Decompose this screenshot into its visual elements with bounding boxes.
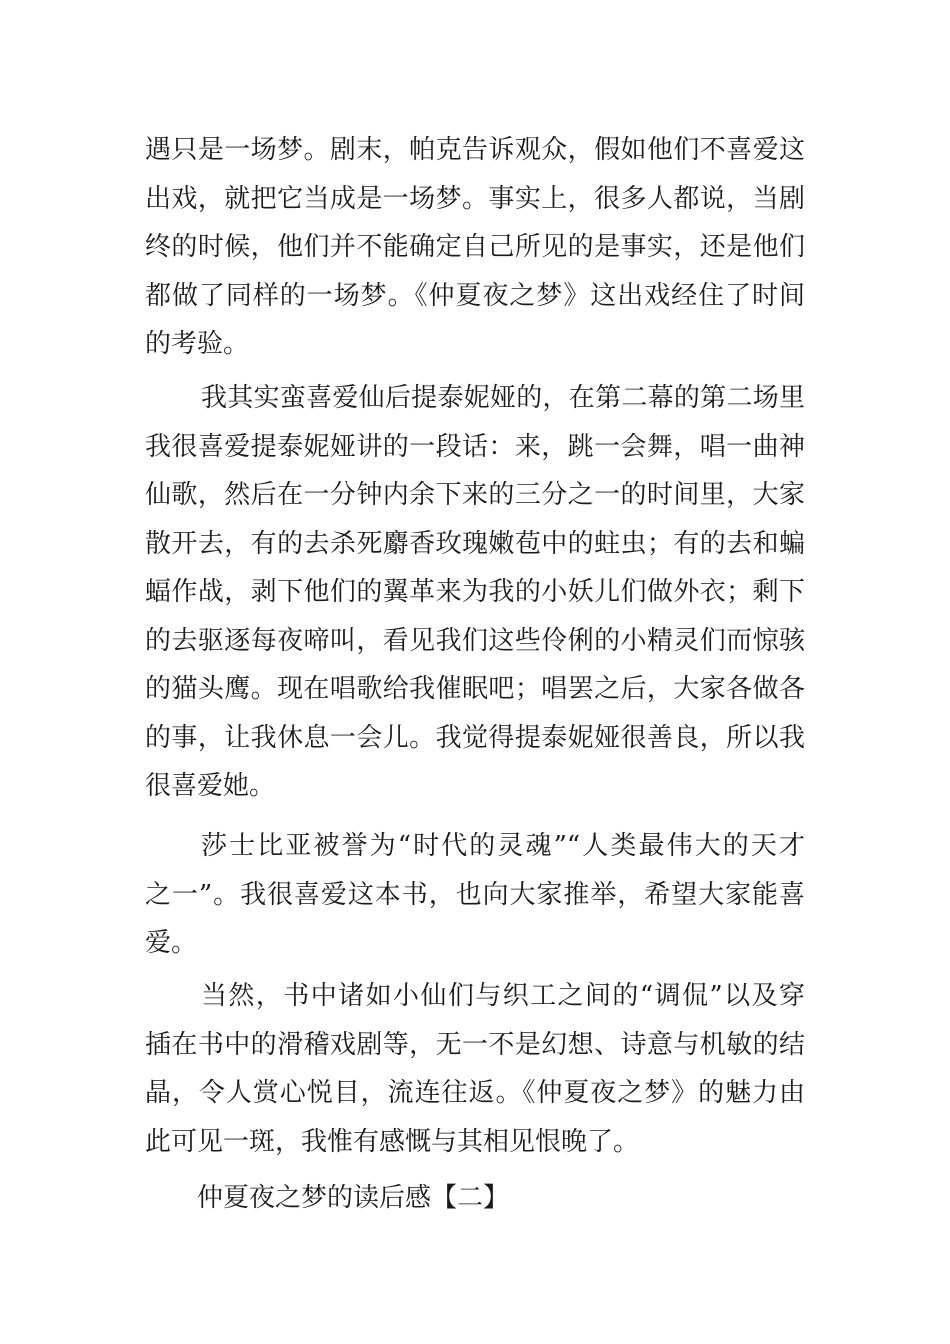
- paragraph-2: [145, 374, 805, 811]
- section-heading: 仲夏夜之梦的读后感【二】: [197, 1183, 510, 1213]
- paragraph-line: 仙歌，然后在一分钟内余下来的三分之一的时间里，大家: [145, 480, 805, 510]
- paragraph-line: 出戏，就把它当成是一场梦。事实上，很多人都说，当剧: [145, 183, 805, 214]
- paragraph-line: 的去驱逐每夜啼叫，看见我们这些伶俐的小精灵们而惊骇: [145, 625, 805, 656]
- paragraph-line: 的猫头鹰。现在唱歌给我催眠吧；唱罢之后，大家各做各: [145, 674, 805, 704]
- paragraph-line: 当然，书中诸如小仙们与织工之间的“调侃”以及穿: [201, 981, 805, 1011]
- paragraph-line: 晶，令人赏心悦目，流连往返。《仲夏夜之梦》的魅力由: [145, 1078, 805, 1108]
- paragraph-line: 终的时候，他们并不能确定自己所见的是事实，还是他们: [145, 232, 805, 262]
- paragraph-line: 很喜爱她。: [145, 771, 276, 801]
- paragraph-1: [145, 126, 805, 369]
- paragraph-line: 遇只是一场梦。剧末，帕克告诉观众，假如他们不喜爱这: [145, 135, 805, 165]
- paragraph-line: 插在书中的滑稽戏剧等，无一不是幻想、诗意与机敏的结: [145, 1029, 805, 1060]
- paragraph-line: 都做了同样的一场梦。《仲夏夜之梦》这出戏经住了时间: [145, 280, 805, 311]
- paragraph-line: 爱。: [145, 928, 198, 958]
- paragraph-line: 的事，让我休息一会儿。我觉得提泰妮娅很善良，所以我: [145, 722, 805, 753]
- paragraph-line: 散开去，有的去杀死麝香玫瑰嫩苞中的蛀虫；有的去和蝙: [145, 528, 805, 559]
- paragraph-3: [145, 822, 805, 968]
- paragraph-line: 我很喜爱提泰妮娅讲的一段话：来，跳一会舞，唱一曲神: [145, 431, 805, 462]
- paragraph-line: 蝠作战，剥下他们的翼革来为我的小妖儿们做外衣；剩下: [145, 577, 805, 607]
- paragraph-line: 之一”。我很喜爱这本书，也向大家推举，希望大家能喜: [145, 879, 805, 910]
- paragraph-line: 此可见一斑，我惟有感慨与其相见恨晚了。: [145, 1126, 640, 1157]
- paragraph-line: 的考验。: [145, 329, 250, 359]
- paragraph-line: 莎士比亚被誉为“时代的灵魂”“人类最伟大的天才: [201, 831, 805, 861]
- paragraph-line: 我其实蛮喜爱仙后提泰妮娅的，在第二幕的第二场里: [201, 383, 805, 413]
- paragraph-4: [145, 972, 805, 1166]
